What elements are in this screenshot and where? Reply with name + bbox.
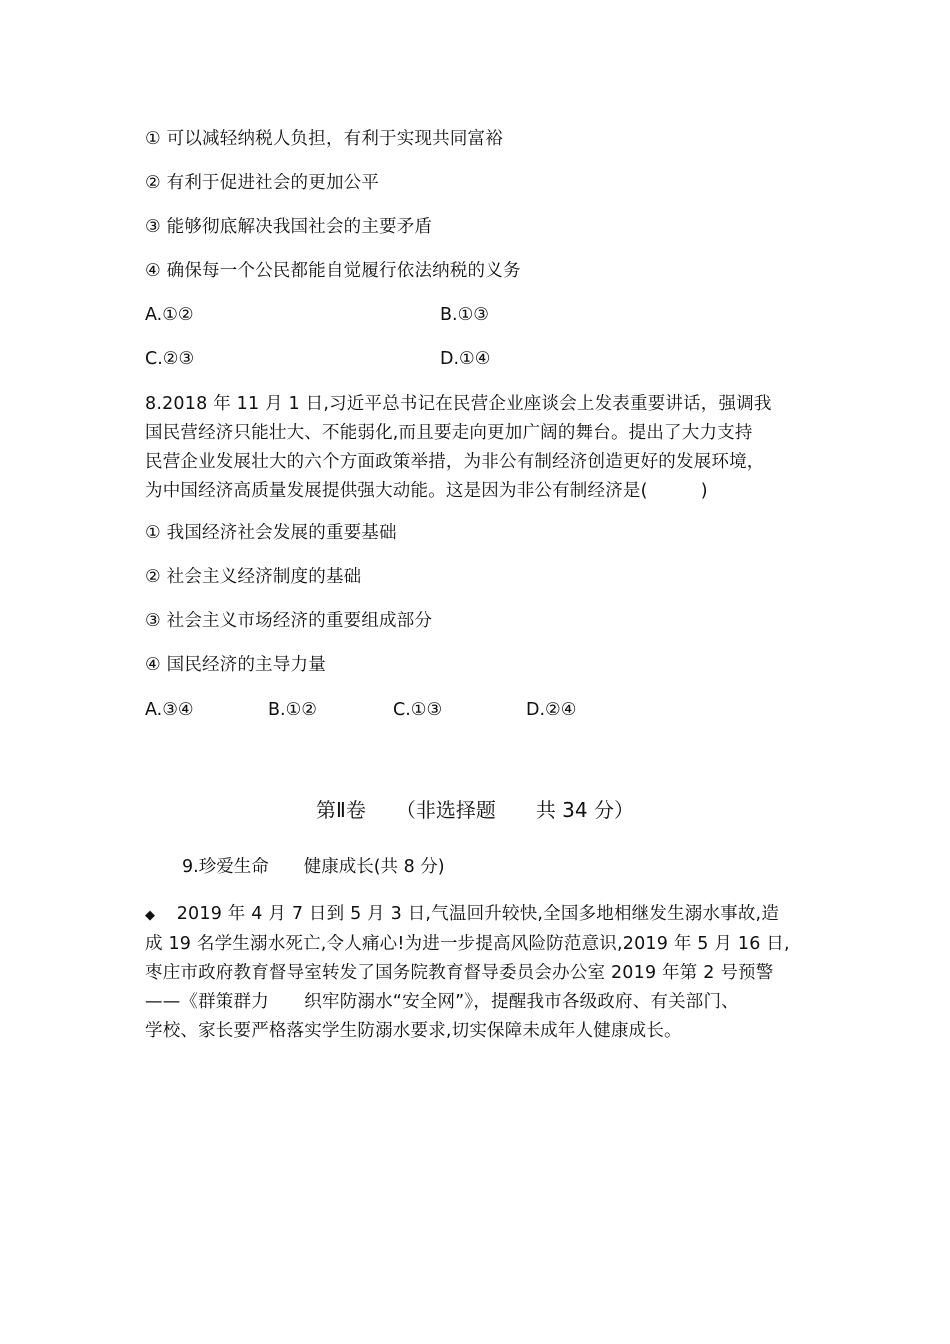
q9-heading: 9.珍爱生命 健康成长(共 8 分) [182, 857, 445, 877]
q9-line-4: ——《群策群力 织牢防溺水“安全网”》，提醒我市各级政府、有关部门、 [145, 992, 739, 1012]
q8-option-c: C.①③ [393, 700, 443, 720]
q9-line-2: 成 19 名学生溺水死亡,令人痛心!为进一步提高风险防范意识,2019 年 5 月 16 日, [145, 934, 790, 954]
q8-stem-line-2: 国民营经济只能壮大、不能弱化,而且要走向更加广阔的舞台。提出了大力支持 [145, 423, 753, 443]
q8-option-b: B.①② [268, 700, 317, 720]
bullet-icon: ◆ [145, 908, 156, 923]
q7-item-1: ① 可以减轻纳税人负担，有利于实现共同富裕 [145, 129, 503, 149]
q8-stem [145, 390, 820, 506]
q9-line-1-text: 2019 年 4 月 7 日到 5 月 3 日,气温回升较快,全国多地相继发生溺水事故,造 [159, 904, 780, 924]
q8-item-4: ④ 国民经济的主导力量 [145, 655, 326, 675]
q8-item-3: ③ 社会主义市场经济的重要组成部分 [145, 611, 433, 631]
section-title: 第Ⅱ卷 （非选择题 共 34 分） [315, 798, 634, 822]
q9-line-1 [145, 900, 820, 930]
q9-passage [145, 900, 820, 1046]
q8-stem-line-1: 8.2018 年 11 月 1 日,习近平总书记在民营企业座谈会上发表重要讲话，强调我 [145, 394, 772, 414]
q7-option-a: A.①② [145, 305, 194, 325]
q8-option-d: D.②④ [526, 700, 577, 720]
q9-line-3: 枣庄市政府教育督导室转发了国务院教育督导委员会办公室 2019 年第 2 号预警 [145, 963, 774, 983]
q7-item-4: ④ 确保每一个公民都能自觉履行依法纳税的义务 [145, 261, 521, 281]
q7-item-2: ② 有利于促进社会的更加公平 [145, 173, 380, 193]
q7-option-b: B.①③ [440, 305, 489, 325]
q7-item-3: ③ 能够彻底解决我国社会的主要矛盾 [145, 217, 433, 237]
q8-option-a: A.③④ [145, 700, 194, 720]
q8-item-1: ① 我国经济社会发展的重要基础 [145, 523, 397, 543]
q8-item-2: ② 社会主义经济制度的基础 [145, 567, 362, 587]
q8-stem-line-4: 为中国经济高质量发展提供强大动能。这是因为非公有制经济是( ) [145, 481, 708, 501]
q8-stem-line-3: 民营企业发展壮大的六个方面政策举措，为非公有制经济创造更好的发展环境， [145, 452, 765, 472]
q7-option-c: C.②③ [145, 349, 195, 369]
q7-option-d: D.①④ [440, 349, 491, 369]
q9-line-5: 学校、家长要严格落实学生防溺水要求,切实保障未成年人健康成长。 [145, 1021, 682, 1041]
